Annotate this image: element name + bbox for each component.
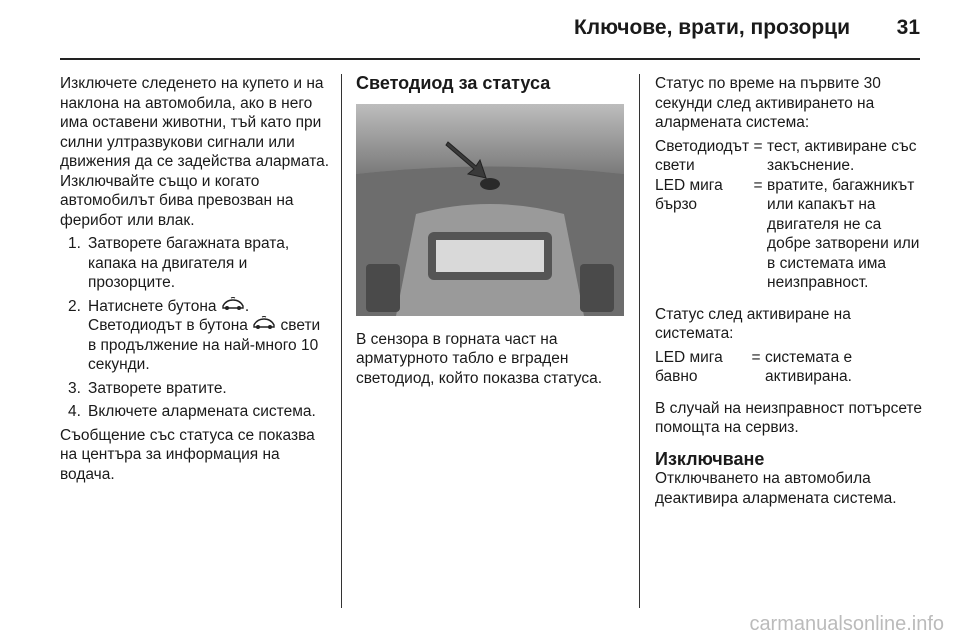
- list-item: 3. Затворете вратите.: [68, 379, 227, 397]
- off-paragraph: Отключването на автомобила деактивира алармената система.: [655, 470, 897, 507]
- table-row: LED мига бързо = вратите, багажникът или капакът на двигателя не са добре затворени или в системата има неизправност.: [655, 176, 920, 291]
- status-table-after: [655, 348, 925, 387]
- column-divider: [639, 74, 640, 608]
- page-number: 31: [896, 16, 920, 39]
- table-row: Светодиодът свети = тест, активиране със закъснение.: [655, 137, 917, 174]
- status-first-paragraph: Статус по време на първите 30 секунди след активирането на алармената система:: [655, 75, 881, 131]
- photo-caption: В сензора в горната част на арматурното табло е вграден светодиод, който показва статуса.: [356, 330, 603, 387]
- status-after-paragraph: Статус след активиране на системата:: [655, 305, 851, 342]
- header-rule: [60, 58, 920, 60]
- table-row: LED мига бавно = системата е активирана.: [655, 348, 853, 385]
- status-table-first: [655, 137, 925, 293]
- column-middle: [356, 74, 624, 388]
- list-item: 1. Затворете багажната врата, капака на двигателя и прозорците.: [68, 235, 290, 291]
- column-divider: [341, 74, 342, 608]
- outro-paragraph: Съобщение със статуса се показва на центъра за информация на водача.: [60, 426, 315, 483]
- section-heading: Изключване: [655, 448, 765, 469]
- watermark: carmanualsonline.info: [749, 613, 944, 635]
- page-header-title: Ключове, врати, прозорци: [573, 16, 850, 39]
- fault-paragraph: В случай на неизправност потърсете помощта на сервиз.: [655, 399, 922, 436]
- intro-paragraph: Изключете следенето на купето и на наклона на автомобила, ако в него има оставени животни, тъй като при силни ултразвукови сигнали или движения да се задейства алармата. Изключвайте също и когато автомобилът бива превозван на ферибот или влак.: [60, 75, 330, 229]
- car-wave-icon: [221, 297, 245, 317]
- column-left: [60, 74, 332, 484]
- dashboard-photo: [356, 104, 624, 316]
- section-heading: Светодиод за статуса: [356, 73, 551, 93]
- car-wave-icon: [252, 316, 276, 336]
- steps-list: [60, 234, 332, 422]
- column-right: [655, 74, 925, 508]
- list-item: 4. Включете алармената система.: [68, 403, 316, 421]
- list-item: 2. Натиснете бутона . Светодиодът в бутона свети в продължение на най-много 10 секунди.: [68, 297, 321, 374]
